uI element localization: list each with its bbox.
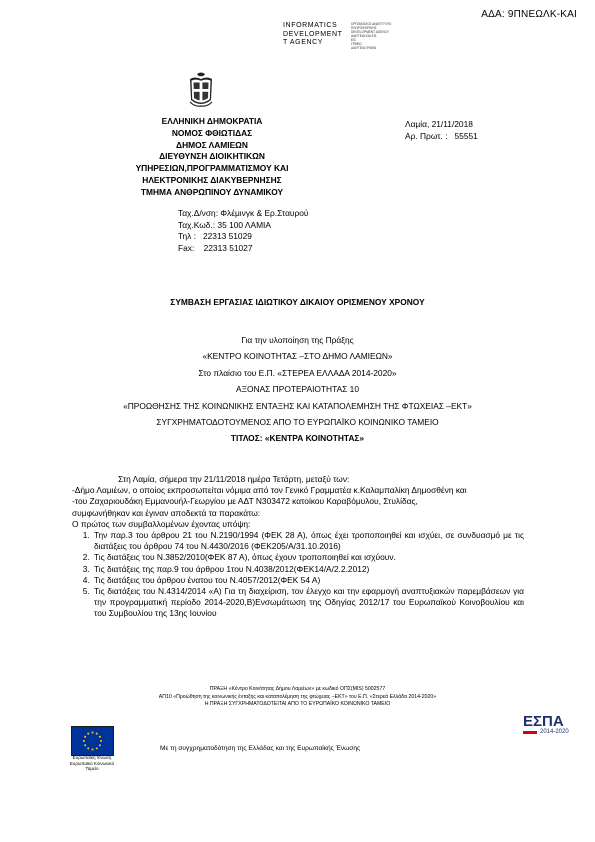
list-item: 4. Τις διατάξεις του άρθρου ένατου του Ν.4057/2012(ΦΕΚ 54 Α) (92, 575, 524, 586)
list-item: 3. Τις διατάξεις της παρ.9 του άρθρου 1του Ν.4038/2012(ΦΕΚ14/Α/2.2.2012) (92, 564, 524, 575)
date-protocol (405, 118, 478, 142)
eu-label: Ευρωπαϊκή Ένωση Ευρωπαϊκό Κοινωνικό Ταμείο (69, 755, 115, 771)
agreement-statement: συμφωνήθηκαν και έγιναν αποδεκτά τα παρακάτω: (72, 507, 261, 518)
eu-star-icon (96, 747, 98, 749)
espa-period: 2014-2020 (540, 729, 569, 735)
issuing-authority: ΕΛΛΗΝΙΚΗ ΔΗΜΟΚΡΑΤΙΑ ΝΟΜΟΣ ΦΘΙΩΤΙΔΑΣ ΔΗΜΟΣ ΛΑΜΙΕΩΝ ΔΙΕΥΘΥΝΣΗ ΔΙΟΙΚΗΤΙΚΩΝ ΥΠΗΡΕΣΙΩΝ,ΠΡΟΓΡΑΜΜΑΤΙΣΜΟΥ ΚΑΙ ΗΛΕΚΤΡΟΝΙΚΗΣ ΔΙΑΚΥΒΕΡΝΗΣΗΣ ΤΜΗΜΑ ΑΝΘΡΩΠΙΝΟΥ ΔΥΝΑΜΙΚΟΥ (135, 116, 289, 197)
eu-star-icon (87, 733, 89, 735)
list-item: 2. Τις διατάξεις του Ν.3852/2010(ΦΕΚ 87 Α), όπως έχουν τροποποιηθεί και ισχύουν. (92, 552, 524, 563)
eu-star-icon (96, 733, 98, 735)
considerations-lead: Ο πρώτος των συμβαλλομένων έχοντας υπόψη: (72, 518, 251, 529)
eu-star-icon (99, 744, 101, 746)
ada-code: ΑΔΑ: 9ΠΝΕΩΛΚ-ΚΑΙ (481, 9, 577, 20)
greek-emblem-icon (189, 72, 213, 108)
intro-paragraph: Στη Λαμία, σήμερα την 21/11/2018 ημέρα Τετάρτη, μεταξύ των: (118, 474, 350, 484)
informatics-agency-logo (283, 22, 423, 50)
eu-flag-icon (71, 726, 114, 756)
eu-star-icon (87, 747, 89, 749)
party-one: -Δήμο Λαμιέων, ο οποίος εκπροσωπείται νόμιμα από τον Γενικό Γραμματέα κ.Καλαμπαλίκη Δημοσθένη και (72, 485, 467, 496)
project-title: ΤΙΤΛΟΣ: «ΚΕΝΤΡΑ ΚΟΙΝΟΤΗΤΑΣ» (230, 433, 365, 444)
project-description: Για την υλοποίηση της Πράξης «ΚΕΝΤΡΟ ΚΟΙΝΟΤΗΤΑΣ –ΣΤΟ ΔΗΜΟ ΛΑΜΙΕΩΝ» Στο πλαίσιο του Ε.Π. «ΣΤΕΡΕΑ ΕΛΛΑΔΑ 2014-2020» ΑΞΟΝΑΣ ΠΡΟΤΕΡΑΙΟΤΗΤΑΣ 10 «ΠΡΟΩΘΗΣΗΣ ΤΗΣ ΚΟΙΝΩΝΙΚΗΣ ΕΝΤΑΞΗΣ ΚΑΙ ΚΑΤΑΠΟΛΕΜΗΣΗ ΤΗΣ ΦΤΩΧΕΙΑΣ –ΕΚΤ» ΣΥΓΧΡΗΜΑΤΟΔΟΤΟΥΜΕΝΟΣ ΑΠΟ ΤΟ ΕΥΡΩΠΑΪΚΟ ΚΟΙΝΩΝΙΚΟ ΤΑΜΕΙΟ ΤΙΤΛΟΣ: «ΚΕΝΤΡΑ ΚΟΙΝΟΤΗΤΑΣ» (0, 332, 595, 447)
eu-star-icon (84, 736, 86, 738)
list-item: 5. Τις διατάξεις του Ν.4314/2014 «Α) Για τη διαχείριση, τον έλεγχο και την εφαρμογή αναπτυξιακών παρεμβάσεων για την προγραμματική περίοδο 2014-2020,Β)Ενσωμάτωση της Οδηγίας 2012/17 του Ευρωπαϊκού Κοινοβουλίου και του Συμβουλίου της 13ης Ιουνίου (92, 586, 524, 620)
party-two: -του Ζαχαριουδάκη Εμμανουήλ-Γεωργίου με ΑΔΤ Ν303472 κατοίκου Καραβόμυλου, Στυλίδας, (72, 496, 418, 507)
postal-code: Ταχ.Κωδ.: 35 100 ΛΑΜΙΑ (178, 219, 271, 230)
ida-logo-small-print: ΟΡΓΑΝΙΣΜΟΣ ΑΝΑΠΤΥΞΗΣ ΠΛΗΡΟΦΟΡΙΚΗΣ DEVELOPMENT AGENCY ΔΙΑΥΓΕΙΑ ΚΑΙ ΕΙΣ ΕΙΣ ΓΡΑΦΩ ΔΙΑΥΓΕΙΑ ΓΡΑΦΩ (350, 22, 392, 50)
espa-logo (523, 714, 585, 735)
list-item: 1. Την παρ.3 του άρθρου 21 του Ν.2190/1994 (ΦΕΚ 28 Α), όπως έχει τροποποιηθεί και ισχύει, σε συνδυασμό με τις διατάξεις του άρθρου 74 του Ν.4430/2016 (ΦΕΚ205/Α/31.10.2016) (92, 530, 524, 552)
eu-star-icon (83, 740, 85, 742)
document-date: Λαμία, 21/11/2018 (405, 119, 473, 129)
eu-star-icon (92, 749, 94, 751)
cofunding-statement: Με τη συγχρηματοδότηση της Ελλάδας και της Ευρωπαϊκής Ένωσης (160, 745, 361, 752)
contact-details (178, 208, 309, 254)
fax: Fax: 22313 51027 (178, 242, 253, 253)
eu-star-icon (99, 736, 101, 738)
contract-body (72, 474, 524, 620)
phone: Τηλ : 22313 51029 (178, 231, 252, 242)
eu-star-icon (84, 744, 86, 746)
funding-footer: ΠΡΑΞΗ «Κέντρο Κοινότητας Δήμου Λαμιέων» με κωδικό ΟΠΣ(MIS) 5002577 ΑΠ10 «Προώθηση της κοινωνικής ένταξης και καταπολέμηση της φτώχειας –ΕΚΤ» του Ε.Π. «Στερεά Ελλάδα 2014-2020» Η ΠΡΑΞΗ ΣΥΓΧΡΗΜΑΤΟΔΟΤΕΙΤΑΙ ΑΠΟ ΤΟ ΕΥΡΩΠΑΪΚΟ ΚΟΙΝΩΝΙΚΟ ΤΑΜΕΙΟ (158, 686, 437, 708)
ida-logo-words: INFORMATICS DEVELOPMENT T AGENCY (283, 22, 343, 46)
address: Ταχ.Δ/νση: Φλέμινγκ & Ερ.Σταυρού (178, 208, 309, 218)
eu-star-icon (92, 732, 94, 734)
espa-name: ΕΣΠΑ (523, 713, 564, 730)
protocol-number: Αρ. Πρωτ. : 55551 (405, 131, 478, 141)
considerations-list (72, 530, 524, 620)
contract-title: ΣΥΜΒΑΣΗ ΕΡΓΑΣΙΑΣ ΙΔΙΩΤΙΚΟΥ ΔΙΚΑΙΟΥ ΟΡΙΣΜΕΝΟΥ ΧΡΟΝΟΥ (170, 297, 425, 307)
espa-red-bar-icon (523, 731, 537, 734)
eu-star-icon (100, 740, 102, 742)
